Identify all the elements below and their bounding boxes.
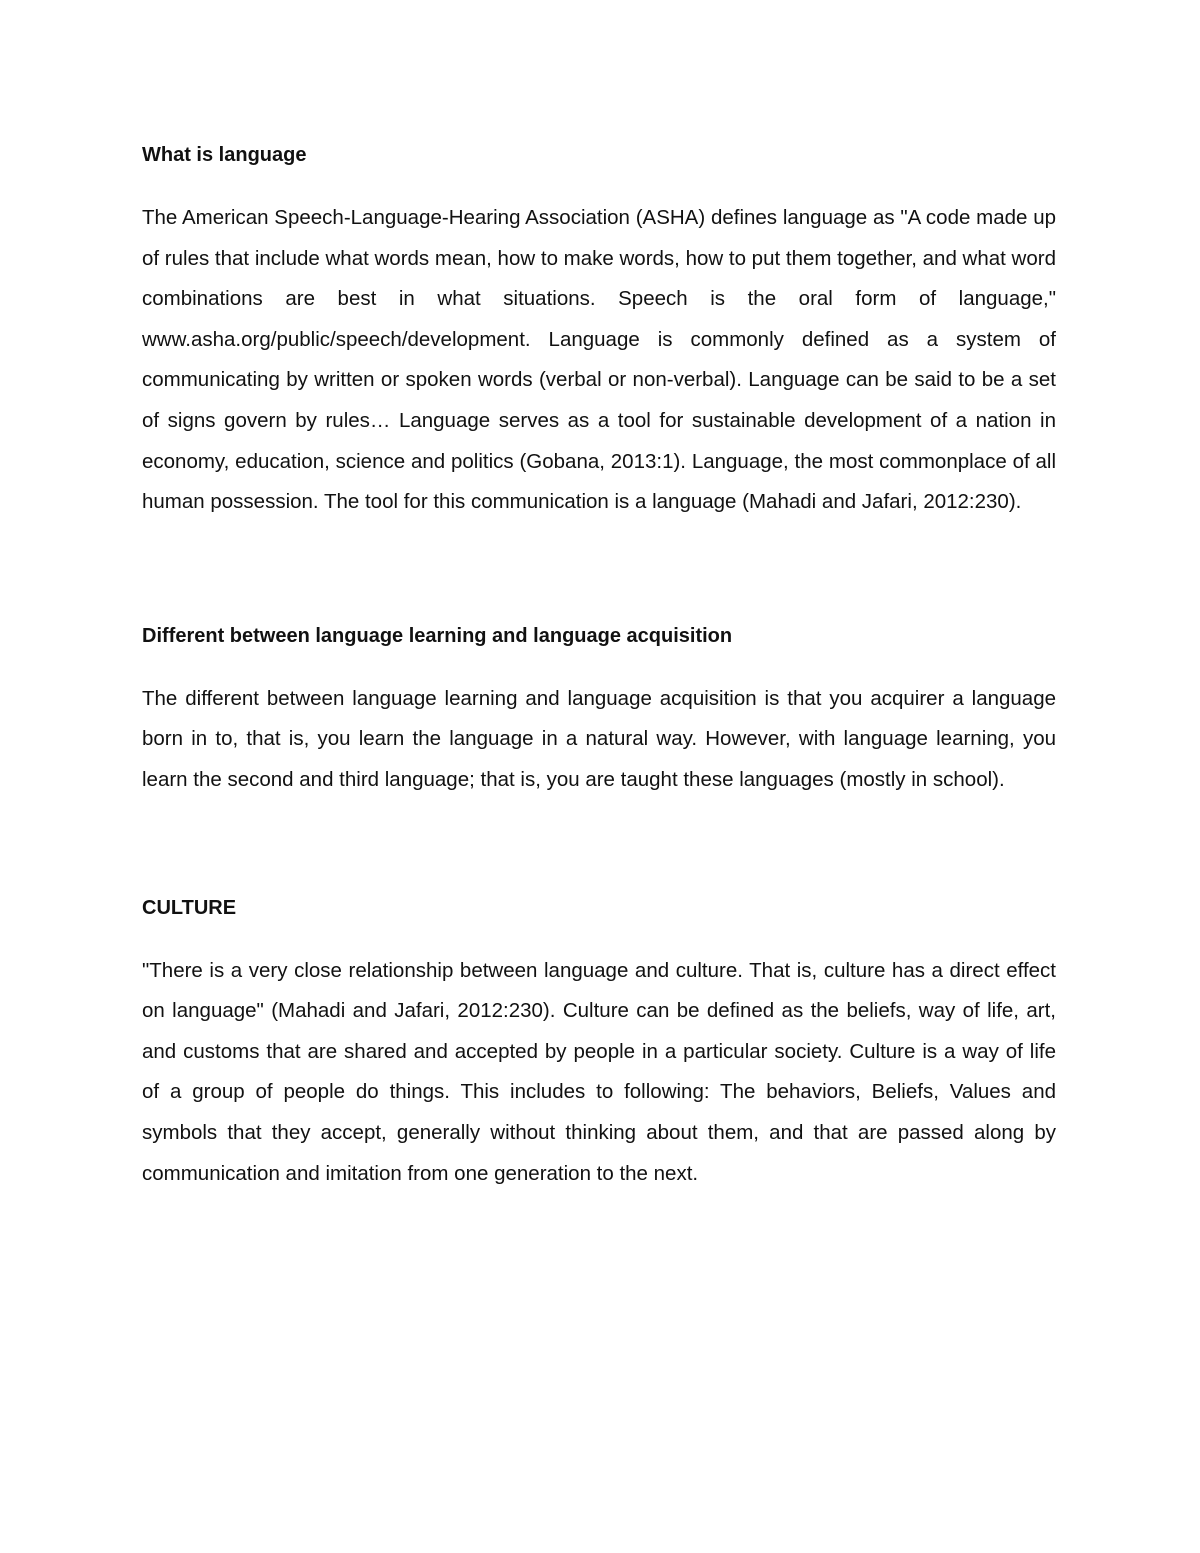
section-heading: CULTURE: [142, 896, 237, 919]
section-what-is-language: [142, 140, 1056, 523]
section-paragraph: "There is a very close relationship between language and culture. That is, culture has a direct effect on language" (Mahadi and Jafari, 2012:230). Culture can be defined as the beliefs, way of life, art, and customs that are shared and accepted by people in a particular society. Culture is a way of life of a group of people do things. This includes to following: The behaviors, Beliefs, Values and symbols that they accept, generally without thinking about them, and that are passed along by communication and imitation from one generation to the next.: [142, 958, 1056, 1185]
section-language-learning-vs-acquisition: [142, 621, 1056, 801]
document-content: [142, 140, 1056, 1194]
section-heading: What is language: [142, 144, 307, 166]
section-paragraph: The different between language learning and language acquisition is that you acquirer a language born in to, that is, you learn the language in a natural way. However, with language learning, you learn the second and third language; that is, you are taught these languages (mostly in school).: [142, 686, 1056, 791]
section-heading: Different between language learning and language acquisition: [142, 624, 733, 647]
section-paragraph: The American Speech-Language-Hearing Association (ASHA) defines language as "A code made up of rules that include what words mean, how to make words, how to put them together, and what word combinations are best in what situations. Speech is the oral form of language," www.asha.org/public/speech/development. Language is commonly defined as a system of communicating by written or spoken words (verbal or non-verbal). Language can be said to be a set of signs govern by rules… Language serves as a tool for sustainable development of a nation in economy, education, science and politics (Gobana, 2013:1). Language, the most commonplace of all human possession. The tool for this communication is a language (Mahadi and Jafari, 2012:230).: [142, 206, 1056, 514]
section-culture: [142, 893, 1056, 1195]
